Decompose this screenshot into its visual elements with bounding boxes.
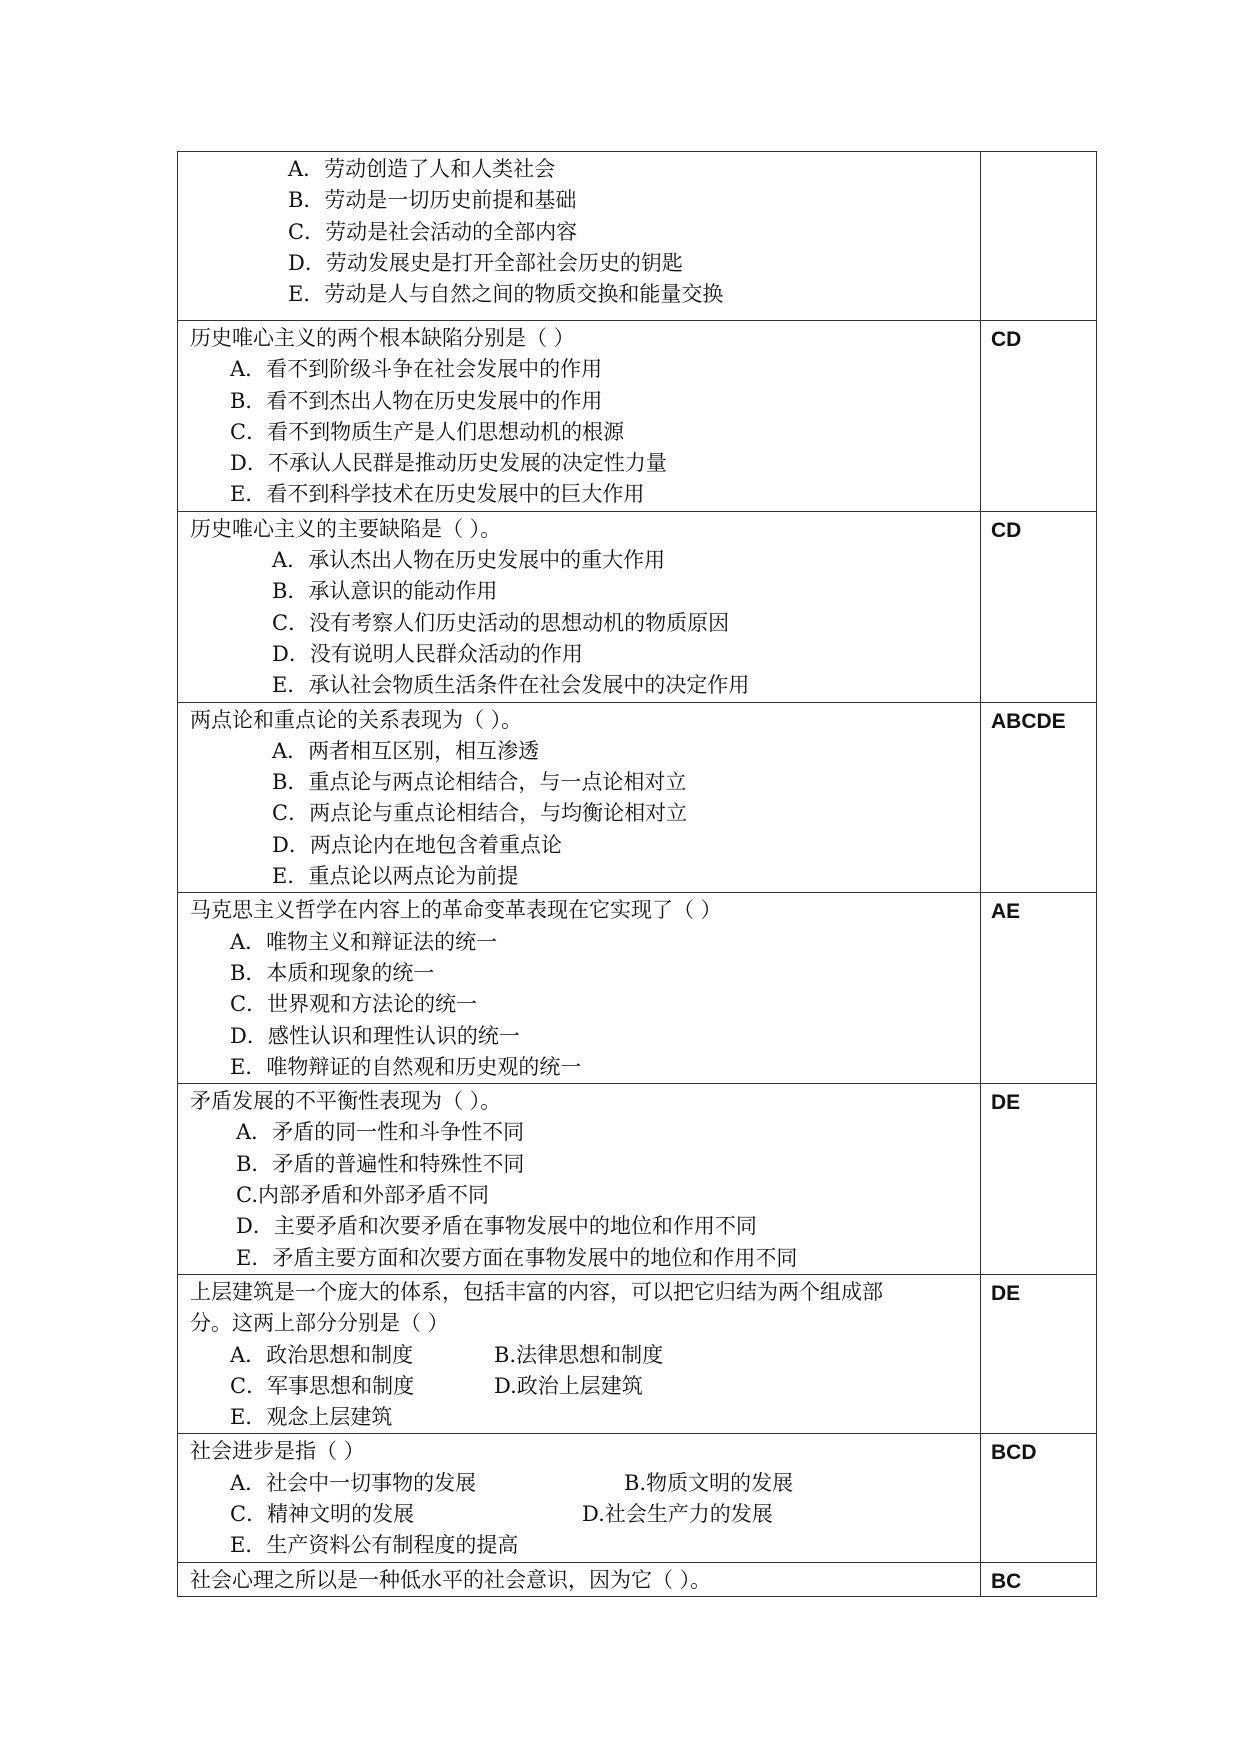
option-d: D.政治上层建筑 [494, 1373, 643, 1398]
answer-cell [981, 1274, 1097, 1433]
table-row [178, 1274, 1097, 1433]
answer-cell [981, 511, 1097, 702]
option-b: B.法律思想和制度 [494, 1342, 664, 1367]
question-cell [178, 152, 981, 321]
question-cell [178, 702, 981, 893]
option-a: A．承认杰出人物在历史发展中的重大作用 [272, 548, 666, 573]
option-b: B．重点论与两点论相结合，与一点论相对立 [272, 770, 687, 795]
option-e: E．观念上层建筑 [230, 1405, 393, 1430]
question-cell [178, 1434, 981, 1562]
question-cell [178, 1562, 981, 1596]
option-a: A．看不到阶级斗争在社会发展中的作用 [230, 357, 603, 382]
option-e: E．承认社会物质生活条件在社会发展中的决定作用 [272, 673, 750, 698]
answer-text: DE [991, 1091, 1021, 1115]
option-c: C．精神文明的发展 [230, 1501, 415, 1526]
option-pair [190, 1340, 980, 1371]
question-cell [178, 1084, 981, 1275]
answer-text: CD [991, 328, 1022, 351]
question-text: 历史唯心主义的主要缺陷是（ ）。 [190, 516, 502, 541]
table-row [178, 702, 1097, 893]
answer-cell [981, 152, 1097, 321]
question-cell [178, 893, 981, 1084]
option-c: C．世界观和方法论的统一 [230, 992, 478, 1017]
table-row [178, 511, 1097, 702]
option-a: A．两者相互区别，相互渗透 [272, 738, 540, 763]
answer-text: ABCDE [991, 709, 1066, 733]
answer-cell [981, 1434, 1097, 1562]
answer-cell [981, 1562, 1097, 1596]
option-a: A．政治思想和制度 [230, 1342, 414, 1367]
option-c: C.内部矛盾和外部矛盾不同 [236, 1183, 489, 1208]
option-b: B.物质文明的发展 [624, 1470, 794, 1495]
option-c: C．军事思想和制度 [230, 1373, 415, 1398]
answer-text: CD [991, 518, 1022, 542]
option-d: D．不承认人民群是推动历史发展的决定性力量 [230, 451, 667, 476]
option-c: C．两点论与重点论相结合，与均衡论相对立 [272, 801, 688, 826]
table-row [178, 893, 1097, 1084]
question-text: 马克思主义哲学在内容上的革命变革表现在它实现了（ ） [190, 898, 722, 923]
option-b: B．看不到杰出人物在历史发展中的作用 [230, 388, 603, 413]
option-b: B．本质和现象的统一 [230, 960, 435, 985]
option-a: A．矛盾的同一性和斗争性不同 [236, 1120, 525, 1145]
option-e: E．看不到科学技术在历史发展中的巨大作用 [230, 482, 645, 507]
option-e: E．矛盾主要方面和次要方面在事物发展中的地位和作用不同 [236, 1245, 798, 1270]
option-b: B．矛盾的普遍性和特殊性不同 [236, 1151, 525, 1176]
question-text-line-1: 上层建筑是一个庞大的体系，包括丰富的内容，可以把它归结为两个组成部 [190, 1279, 883, 1304]
option-pair [190, 1371, 980, 1402]
answer-text: BC [991, 1569, 1022, 1593]
option-e: E．唯物辩证的自然观和历史观的统一 [230, 1054, 582, 1079]
answer-text: AE [991, 900, 1021, 924]
option-d: D．两点论内在地包含着重点论 [272, 832, 562, 857]
answer-text: DE [991, 1281, 1021, 1305]
option-e: E．劳动是人与自然之间的物质交换和能量交换 [288, 282, 724, 307]
option-a: A．社会中一切事物的发展 [230, 1470, 477, 1495]
table-row [178, 1084, 1097, 1275]
option-b: B．承认意识的能动作用 [272, 579, 498, 604]
table-row [178, 152, 1097, 321]
answer-cell [981, 1084, 1097, 1275]
question-cell [178, 321, 981, 512]
option-d: D．主要矛盾和次要矛盾在事物发展中的地位和作用不同 [236, 1214, 757, 1239]
answer-cell [981, 893, 1097, 1084]
question-text: 矛盾发展的不平衡性表现为（ ）。 [190, 1089, 502, 1114]
option-a: A．唯物主义和辩证法的统一 [230, 929, 498, 954]
option-pair [190, 1499, 980, 1530]
option-d: D．感性认识和理性认识的统一 [230, 1023, 520, 1048]
question-text: 社会心理之所以是一种低水平的社会意识，因为它（ ）。 [190, 1567, 712, 1592]
option-d: D．没有说明人民群众活动的作用 [272, 641, 583, 666]
table-row [178, 321, 1097, 512]
option-c: C．劳动是社会活动的全部内容 [288, 219, 578, 244]
table-row [178, 1434, 1097, 1562]
option-e: E．重点论以两点论为前提 [272, 864, 519, 889]
option-e: E．生产资料公有制程度的提高 [230, 1533, 519, 1558]
answer-cell [981, 321, 1097, 512]
question-text: 历史唯心主义的两个根本缺陷分别是（ ） [190, 326, 575, 350]
question-answer-table [177, 151, 1097, 1597]
question-cell [178, 1274, 981, 1433]
question-text: 社会进步是指（ ） [190, 1439, 365, 1464]
table-row [178, 1562, 1097, 1596]
question-cell [178, 511, 981, 702]
answer-text: BCD [991, 1441, 1037, 1465]
option-c: C．看不到物质生产是人们思想动机的根源 [230, 419, 625, 444]
question-text-line-2: 分。这两上部分分别是（ ） [190, 1311, 449, 1336]
option-c: C．没有考察人们历史活动的思想动机的物质原因 [272, 610, 730, 635]
option-d: D．劳动发展史是打开全部社会历史的钥匙 [288, 250, 683, 275]
answer-cell [981, 702, 1097, 893]
option-d: D.社会生产力的发展 [582, 1501, 773, 1526]
option-b: B．劳动是一切历史前提和基础 [288, 188, 577, 213]
question-text: 两点论和重点论的关系表现为（ ）。 [190, 707, 523, 732]
option-a: A．劳动创造了人和人类社会 [288, 157, 556, 181]
option-pair [190, 1468, 980, 1499]
